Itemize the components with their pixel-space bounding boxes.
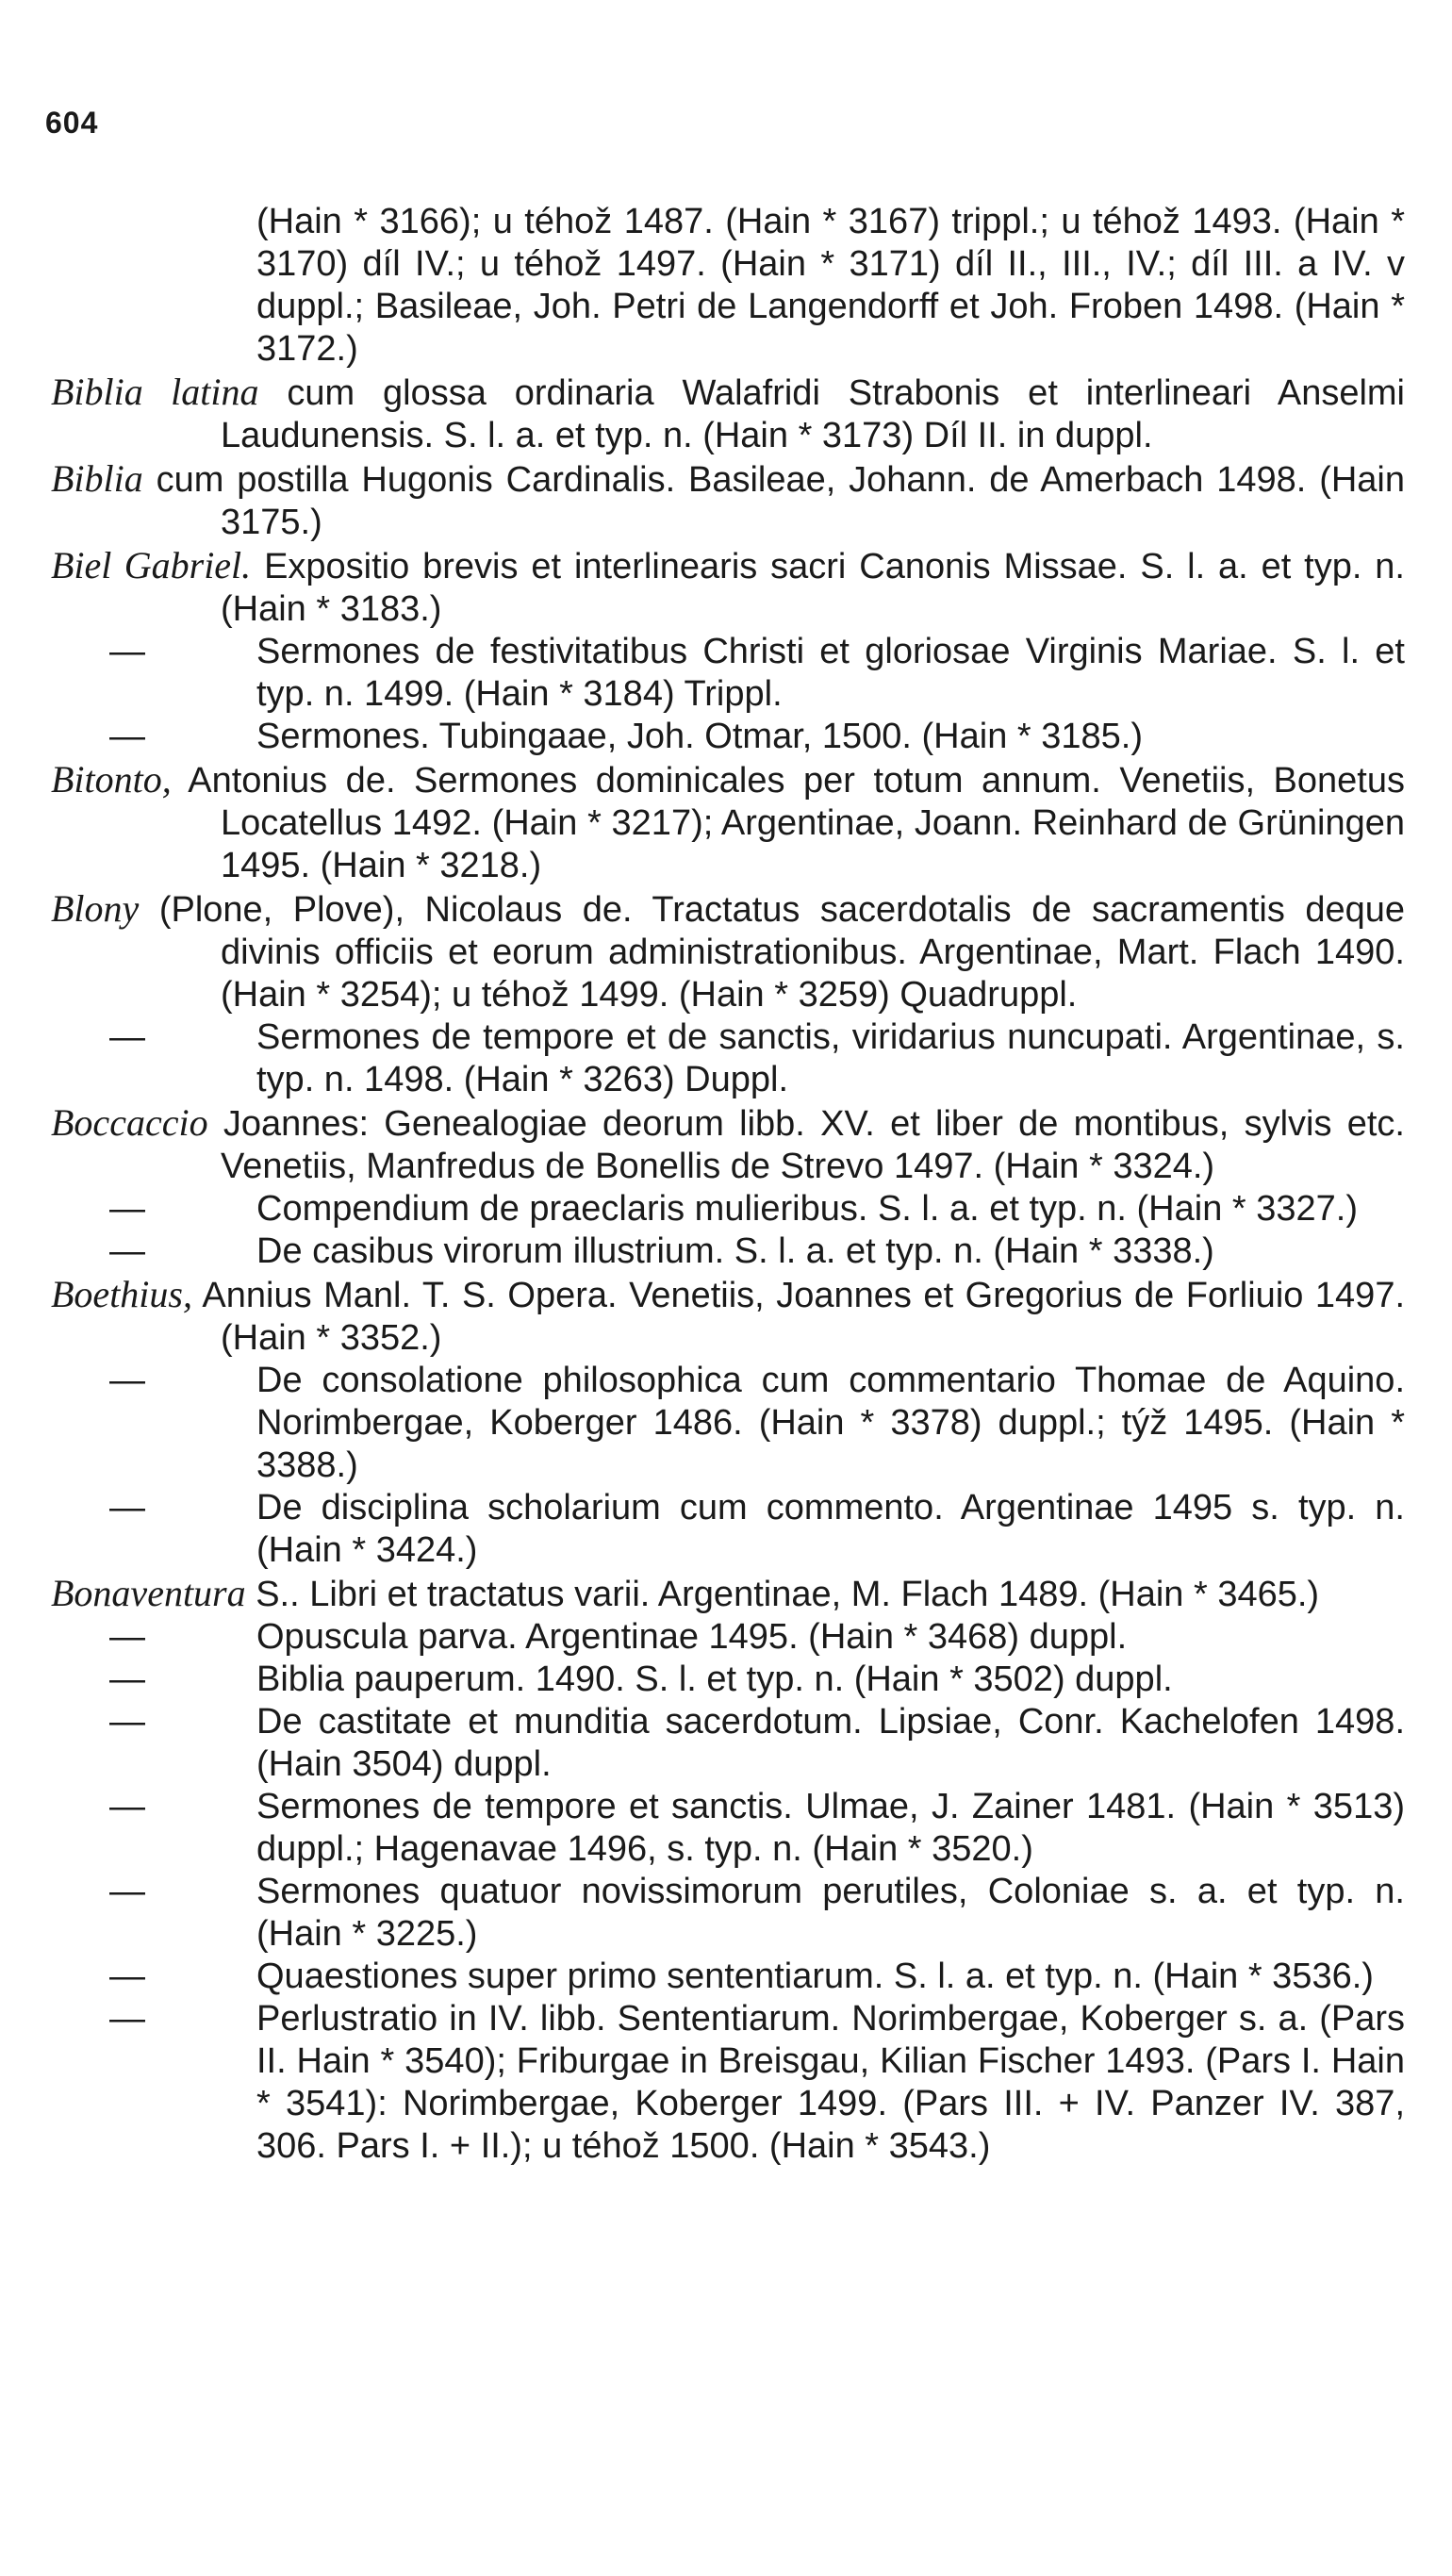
ditto-dash: — xyxy=(109,1617,145,1657)
entry-text: Sermones de festivitatibus Christi et gloriosae Virginis Mariae. S. l. et typ. n. 1499. (Hain * 3184) Trippl. xyxy=(256,632,1405,714)
entry-text: cum glossa ordinaria Walafridi Strabonis et interlineari Anselmi Laudunensis. S. l. a. et typ. n. (Hain * 3173) Díl II. in duppl. xyxy=(221,373,1405,455)
entry-text: (Plone, Plove), Nicolaus de. Tractatus sacerdotalis de sacramentis deque divinis officiis et eorum administrationibus. Argentinae, Mart. Flach 1490. (Hain * 3254); u téhož 1499. (Hain * 3259) Quadruppl. xyxy=(158,890,1405,1015)
ditto-dash: — xyxy=(109,1231,145,1271)
catalog-entry xyxy=(51,457,1405,544)
ditto-dash: — xyxy=(109,1999,145,2039)
catalog-subentry xyxy=(51,1998,1405,2168)
entry-text: Sermones de tempore et de sanctis, viridarius nuncupati. Argentinae, s. typ. n. 1498. (Hain * 3263) Duppl. xyxy=(256,1017,1405,1099)
entry-text: Antonius de. Sermones dominicales per totum annum. Venetiis, Bonetus Locatellus 1492. (Hain * 3217); Argentinae, Joann. Reinhard de Grüningen 1495. (Hain * 3218.) xyxy=(188,761,1405,885)
ditto-dash: — xyxy=(109,1702,145,1742)
entry-text: Sermones quatuor novissimorum perutiles, Coloniae s. a. et typ. n. (Hain * 3225.) xyxy=(256,1872,1405,1954)
catalog-subentry xyxy=(51,1487,1405,1572)
catalog-entry xyxy=(51,758,1405,887)
entry-text: Joannes: Genealogiae deorum libb. XV. et liber de montibus, sylvis etc. Venetiis, Manfredus de Bonellis de Strevo 1497. (Hain * 3324.) xyxy=(221,1104,1405,1186)
entry-text: Compendium de praeclaris mulieribus. S. l. a. et typ. n. (Hain * 3327.) xyxy=(256,1189,1358,1229)
ditto-dash: — xyxy=(109,1361,145,1400)
entry-text: Biblia pauperum. 1490. S. l. et typ. n. (Hain * 3502) duppl. xyxy=(256,1660,1173,1699)
entry-text: Opuscula parva. Argentinae 1495. (Hain * 3468) duppl. xyxy=(256,1617,1128,1657)
catalog-subentry xyxy=(51,631,1405,716)
entry-text: (Hain * 3166); u téhož 1487. (Hain * 3167) trippl.; u téhož 1493. (Hain * 3170) díl IV.; u téhož 1497. (Hain * 3171) díl II., III., IV.; díl III. a IV. v duppl.; Basileae, Joh. Petri de Langendorff et Joh. Froben 1498. (Hain * 3172.) xyxy=(256,202,1405,369)
catalog-entry xyxy=(51,1273,1405,1360)
entry-author: Bonaventura xyxy=(51,1572,246,1614)
catalog-subentry xyxy=(51,1230,1405,1273)
catalog-subentry xyxy=(51,1616,1405,1659)
catalog-subentry xyxy=(51,1701,1405,1786)
entry-text: De disciplina scholarium cum commento. Argentinae 1495 s. typ. n. (Hain * 3424.) xyxy=(256,1488,1405,1570)
entry-author: Blony xyxy=(51,887,140,930)
ditto-dash: — xyxy=(109,1017,145,1057)
entry-text: Expositio brevis et interlinearis sacri Canonis Missae. S. l. a. et typ. n. (Hain * 3183.) xyxy=(221,547,1405,629)
entry-author: Bitonto, xyxy=(51,758,172,801)
page-number: 604 xyxy=(45,106,99,140)
ditto-dash: — xyxy=(109,1189,145,1229)
entry-text: Sermones. Tubingaae, Joh. Otmar, 1500. (Hain * 3185.) xyxy=(256,717,1143,756)
entry-text: Sermones de tempore et sanctis. Ulmae, J. Zainer 1481. (Hain * 3513) duppl.; Hagenavae 1496, s. typ. n. (Hain * 3520.) xyxy=(256,1787,1405,1869)
entry-author: Biblia xyxy=(51,457,143,500)
catalog-entry xyxy=(51,544,1405,631)
entry-text: De castitate et munditia sacerdotum. Lipsiae, Conr. Kachelofen 1498. (Hain 3504) duppl. xyxy=(256,1702,1405,1784)
entry-text: Annius Manl. T. S. Opera. Venetiis, Joannes et Gregorius de Forliuio 1497. (Hain * 3352.) xyxy=(202,1276,1406,1358)
catalog-entries xyxy=(51,201,1405,2168)
entry-author: Boccaccio xyxy=(51,1101,208,1144)
catalog-subentry xyxy=(51,1659,1405,1701)
entry-text: Quaestiones super primo sententiarum. S. l. a. et typ. n. (Hain * 3536.) xyxy=(256,1957,1374,1996)
ditto-dash: — xyxy=(109,632,145,671)
catalog-entry xyxy=(51,1572,1405,1616)
entry-text: Perlustratio in IV. libb. Sententiarum. Norimbergae, Koberger s. a. (Pars II. Hain * 3540); Friburgae in Breisgau, Kilian Fischer 1493. (Pars I. Hain * 3541): Norimbergae, Koberger 1499. (Pars III. + IV. Panzer IV. 387, 306. Pars I. + II.); u téhož 1500. (Hain * 3543.) xyxy=(256,1999,1405,2166)
entry-text: S.. Libri et tractatus varii. Argentinae, M. Flach 1489. (Hain * 3465.) xyxy=(256,1575,1320,1614)
catalog-subentry xyxy=(51,1360,1405,1487)
ditto-dash: — xyxy=(109,1488,145,1527)
catalog-subentry xyxy=(51,1188,1405,1230)
ditto-dash: — xyxy=(109,1787,145,1826)
catalog-subentry xyxy=(51,1956,1405,1998)
entry-author: Boethius, xyxy=(51,1273,192,1315)
entry-author: Biel Gabriel. xyxy=(51,544,252,586)
entry-author: Biblia latina xyxy=(51,371,259,413)
catalog-entry xyxy=(51,1101,1405,1188)
entry-text: cum postilla Hugonis Cardinalis. Basileae, Johann. de Amerbach 1498. (Hain 3175.) xyxy=(156,460,1405,542)
ditto-dash: — xyxy=(109,717,145,756)
entry-text: De consolatione philosophica cum commentario Thomae de Aquino. Norimbergae, Koberger 1486. (Hain * 3378) duppl.; týž 1495. (Hain * 3388.) xyxy=(256,1361,1405,1485)
ditto-dash: — xyxy=(109,1872,145,1911)
ditto-dash: — xyxy=(109,1660,145,1699)
catalog-subentry xyxy=(51,1871,1405,1956)
catalog-subentry xyxy=(51,716,1405,758)
entry-text: De casibus virorum illustrium. S. l. a. et typ. n. (Hain * 3338.) xyxy=(256,1231,1214,1271)
ditto-dash: — xyxy=(109,1957,145,1996)
catalog-subentry xyxy=(51,1786,1405,1871)
catalog-entry xyxy=(51,371,1405,457)
catalog-subentry xyxy=(51,1016,1405,1101)
catalog-entry xyxy=(51,201,1405,371)
catalog-entry xyxy=(51,887,1405,1016)
